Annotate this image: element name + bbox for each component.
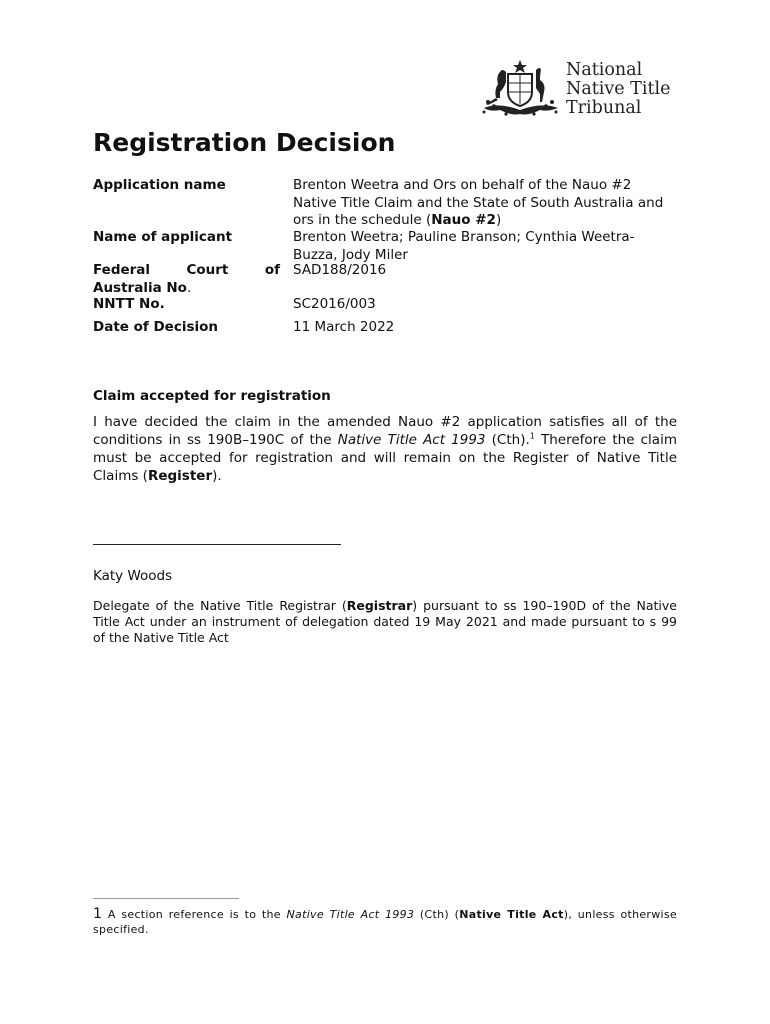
footnote-ref[interactable]: 1 (529, 431, 535, 441)
coat-of-arms-icon (478, 58, 562, 122)
page-title: Registration Decision (93, 128, 396, 157)
decision-date-label: Date of Decision (93, 319, 219, 335)
signatory-name: Katy Woods (93, 568, 173, 584)
organisation-name (566, 61, 670, 118)
short-name: Nauo #2 (431, 212, 496, 228)
registrar-term: Registrar (346, 598, 413, 613)
claim-heading: Claim accepted for registration (93, 388, 331, 404)
applicant-value: Brenton Weetra; Pauline Branson; Cynthia Weetra-Buzza, Jody Miler (293, 229, 635, 263)
signature-line (93, 544, 341, 545)
org-line: National (566, 60, 643, 80)
delegate-statement: Delegate of the Native Title Registrar (Registrar) pursuant to ss 190–190D of the Native Title Act under an instrument of delegation dated 19 May 2021 and made pursuant to s 99 of the Native Title Act (93, 598, 677, 645)
footnote: 1 A section reference is to the Native Title Act 1993 (Cth) (Native Title Act), unless otherwise specified. (93, 906, 678, 936)
nntt-value: SC2016/003 (293, 296, 376, 312)
federal-court-value: SAD188/2016 (293, 262, 387, 278)
applicant-label: Name of applicant (93, 229, 233, 245)
federal-court-label: Federal Court of Australia No. (93, 262, 280, 296)
org-line: Native Title (566, 79, 671, 99)
footnote-number: 1 (93, 906, 103, 922)
application-name-value: Brenton Weetra and Ors on behalf of the Nauo #2 Native Title Claim and the State of South Australia and ors in the schedule (Nauo #2) (293, 177, 664, 228)
nntt-label: NNTT No. (93, 296, 165, 312)
application-name-label: Application name (93, 177, 226, 193)
footnote-divider (93, 898, 239, 899)
nntt-logo (478, 58, 678, 122)
register-term: Register (147, 468, 213, 484)
decision-date-value: 11 March 2022 (293, 319, 395, 335)
act-title: Native Title Act 1993 (337, 432, 486, 448)
claim-paragraph: I have decided the claim in the amended Nauo #2 application satisfies all of the conditions in ss 190B–190C of the Native Title Act 1993 (Cth).$^1$ Therefore the claim must be accepted for registration and will remain on the Register of Native Title Claims (Register). (93, 414, 677, 484)
org-line: Tribunal (566, 98, 642, 118)
